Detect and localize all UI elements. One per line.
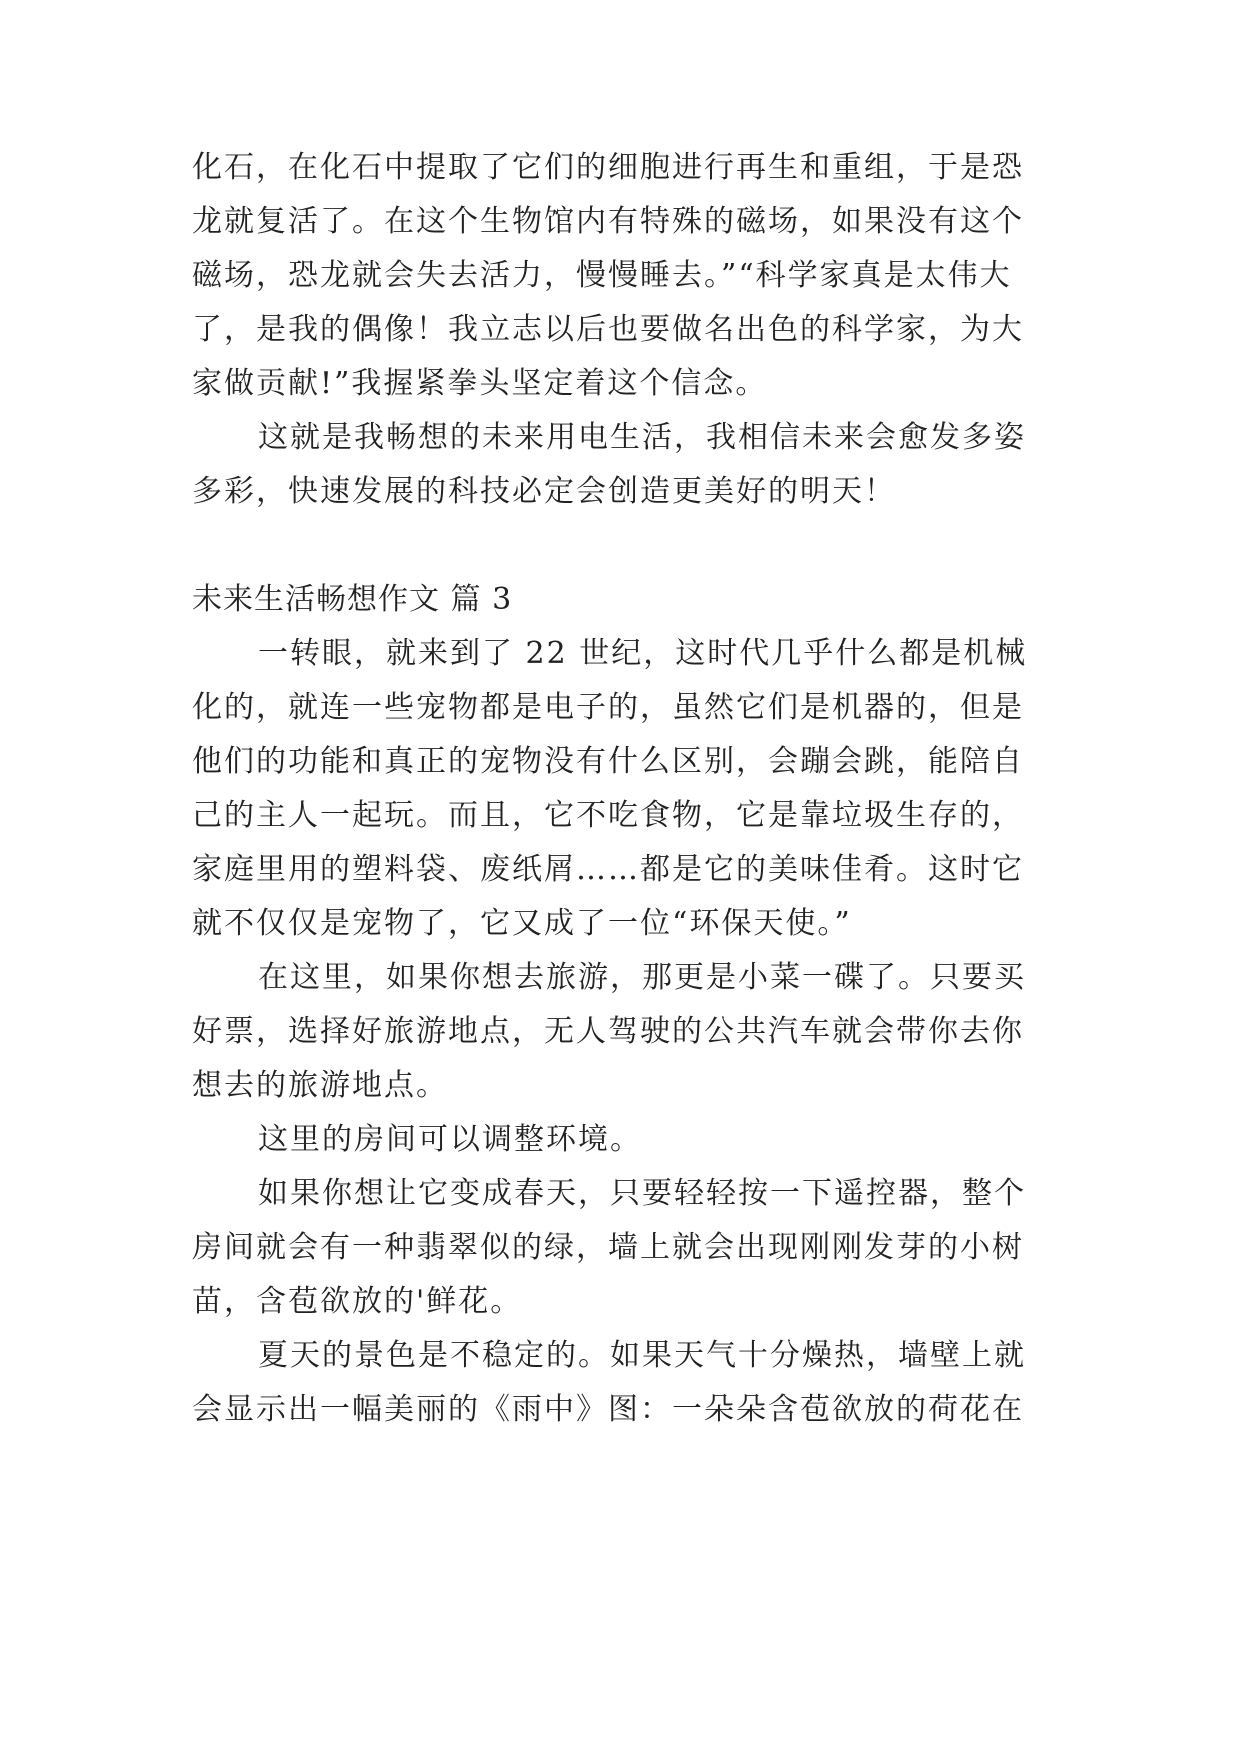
text-line: 己的主人一起玩。而且，它不吃食物，它是靠垃圾生存的， — [192, 798, 1024, 833]
text-line: 一转眼，就来到了 22 世纪，这时代几乎什么都是机械 — [258, 636, 1028, 671]
section-heading: 未来生活畅想作文 篇 3 — [192, 582, 513, 617]
text-line: 他们的功能和真正的宠物没有什么区别，会蹦会跳，能陪自 — [192, 744, 1024, 779]
text-line: 夏天的景色是不稳定的。如果天气十分燥热，墙壁上就 — [258, 1338, 1026, 1373]
text-line: 这就是我畅想的未来用电生活，我相信未来会愈发多姿 — [258, 420, 1026, 455]
text-line: 这里的房间可以调整环境。 — [258, 1122, 642, 1157]
text-line: 了，是我的偶像！我立志以后也要做名出色的科学家，为大 — [192, 312, 1024, 347]
text-line: 家庭里用的塑料袋、废纸屑……都是它的美味佳肴。这时它 — [192, 852, 1024, 887]
text-line: 多彩，快速发展的科技必定会创造更美好的明天！ — [192, 474, 896, 509]
text-line: 磁场，恐龙就会失去活力，慢慢睡去。”“科学家真是太伟大 — [192, 258, 1012, 293]
text-line: 会显示出一幅美丽的《雨中》图：一朵朵含苞欲放的荷花在 — [192, 1392, 1024, 1427]
text-line: 房间就会有一种翡翠似的绿，墙上就会出现刚刚发芽的小树 — [192, 1230, 1024, 1265]
text-line: 想去的旅游地点。 — [192, 1068, 448, 1103]
text-line: 好票，选择好旅游地点，无人驾驶的公共汽车就会带你去你 — [192, 1014, 1024, 1049]
text-line: 苗，含苞欲放的'鲜花。 — [192, 1284, 523, 1319]
text-line: 化的，就连一些宠物都是电子的，虽然它们是机器的，但是 — [192, 690, 1024, 725]
text-line: 家做贡献!”我握紧拳头坚定着这个信念。 — [192, 366, 768, 401]
text-line: 在这里，如果你想去旅游，那更是小菜一碟了。只要买 — [258, 960, 1026, 995]
text-line: 就不仅仅是宠物了，它又成了一位“环保天使。” — [192, 906, 852, 941]
text-line: 龙就复活了。在这个生物馆内有特殊的磁场，如果没有这个 — [192, 204, 1024, 239]
text-line: 化石，在化石中提取了它们的细胞进行再生和重组，于是恐 — [192, 150, 1024, 185]
text-line: 如果你想让它变成春天，只要轻轻按一下遥控器，整个 — [258, 1176, 1026, 1211]
